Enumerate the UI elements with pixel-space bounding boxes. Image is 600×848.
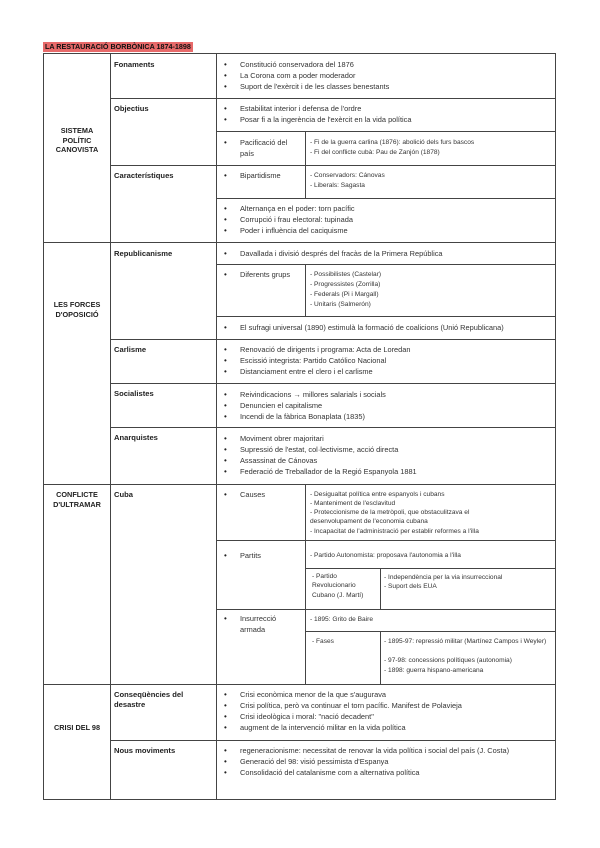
list-item: • Causes — [240, 489, 265, 500]
detail-text: - 1895: Grito de Baire — [310, 616, 374, 623]
subheading-carlisme: Carlisme — [114, 345, 147, 354]
detail-text: - Incapacitat de l'administració per establir reformes a l'illa — [310, 528, 479, 535]
subheading-cuba: Cuba — [114, 490, 133, 499]
list-item: • Corrupció i frau electoral: tupinada — [240, 214, 353, 225]
detail-text: - Liberals: Sagasta — [310, 182, 365, 189]
detail-text: - Partido Autonomista: proposava l'autonomia a l'illa — [310, 552, 461, 559]
list-item-pacificacio: • Pacificació del país — [240, 137, 287, 159]
list-item: • Federació de Treballador de la Regió Espanyola 1881 — [240, 466, 417, 477]
list-item: • Bipartidisme — [240, 170, 281, 181]
list-item: • Assassinat de Cánovas — [240, 455, 317, 466]
subheading-fonaments: Fonaments — [114, 60, 155, 69]
detail-text: - 1898: guerra hispano-americana — [384, 667, 484, 674]
section-conflicte-ultramar: CONFLICTE D'ULTRAMAR — [53, 490, 101, 509]
section-crisi-98: CRISI DEL 98 — [53, 723, 101, 732]
detail-text: - Partido Revolucionario Cubano (J. Martí) — [312, 573, 364, 599]
list-item: • El sufragi universal (1890) estimulà la formació de coalicions (Unió Republicana) — [240, 322, 504, 333]
list-item: • Diferents grups — [240, 269, 290, 280]
list-item: • Distanciament entre el clero i el carlisme — [240, 366, 373, 377]
section-sistema-politic: SISTEMA POLÍTIC CANOVISTA — [55, 126, 99, 154]
detail-text: - Federals (Pi i Margall) — [310, 291, 379, 298]
list-item: • Crisi ideològica i moral: "nació decadent" — [240, 711, 374, 722]
list-item: • Generació del 98: visió pessimista d'Espanya — [240, 756, 388, 767]
subheading-socialistes: Socialistes — [114, 389, 154, 398]
list-item: • regeneracionisme: necessitat de renovar la vida política i social del país (J. Costa) — [240, 745, 509, 756]
detail-text: - Possibilistes (Castelar) — [310, 271, 382, 278]
list-item: • Moviment obrer majoritari — [240, 433, 324, 444]
list-item: • Supressió de l'estat, col·lectivisme, acció directa — [240, 444, 398, 455]
detail-text: - 1895-97: repressió militar (Martínez Campos i Weyler) — [384, 638, 547, 645]
detail-text: - Manteniment de l'esclavitud — [310, 500, 396, 507]
list-item: • Estabilitat interior i defensa de l'ordre — [240, 103, 361, 114]
list-item: • Posar fi a la ingerència de l'exèrcit en la vida política — [240, 114, 412, 125]
detail-text: - Fi del conflicte cubà: Pau de Zanjón (1878) — [310, 149, 440, 156]
section-forces-oposicio: LES FORCES D'OPOSICIÓ — [53, 300, 101, 319]
list-item: • Renovació de dirigents i programa: Acta de Loredan — [240, 344, 411, 355]
document-title: LA RESTAURACIÓ BORBÒNICA 1874-1898 — [45, 42, 191, 51]
detail-text: - Progressistes (Zorrilla) — [310, 281, 381, 288]
detail-text: - Fi de la guerra carlina (1876): abolició dels furs bascos — [310, 139, 475, 146]
list-item: • Crisi econòmica menor de la que s'augurava — [240, 689, 386, 700]
list-item: • La Corona com a poder moderador — [240, 70, 355, 81]
list-item: • Consolidació del catalanisme com a alternativa política — [240, 767, 420, 778]
detail-text: - Proteccionisme de la metròpoli, que obstaculitzava el desenvolupament de l'economia cubana — [310, 509, 470, 526]
list-item: • augment de la intervenció militar en la vida política — [240, 722, 406, 733]
list-item: • Constitució conservadora del 1876 — [240, 59, 354, 70]
list-item: • Incendi de la fàbrica Bonaplata (1835) — [240, 411, 365, 422]
detail-text: - 97-98: concessions polítiques (autonomia) — [384, 657, 512, 664]
subheading-anarquistes: Anarquistes — [114, 433, 158, 442]
list-item: • Davallada i divisió després del fracàs de la Primera República — [240, 248, 443, 259]
detail-text: - Desigualtat política entre espanyols i cubans — [310, 491, 445, 498]
list-item: • Poder i influència del caciquisme — [240, 225, 348, 236]
list-item: • Alternança en el poder: torn pacífic — [240, 203, 355, 214]
subheading-caracteristiques: Característiques — [114, 171, 174, 180]
list-item: • Crisi política, però va continuar el torn pacífic. Manifest de Polavieja — [240, 700, 462, 711]
subheading-republicanisme: Republicanisme — [114, 249, 173, 258]
list-item: • Reivindicacions → millores salarials i socials — [240, 389, 386, 400]
detail-text: - Unitaris (Salmerón) — [310, 301, 371, 308]
detail-text: - Independència per la via insurreccional — [384, 574, 503, 581]
detail-text: - Fases — [312, 638, 334, 645]
detail-text: - Conservadors: Cánovas — [310, 172, 385, 179]
list-item: • Denuncien el capitalisme — [240, 400, 322, 411]
subheading-nous-moviments: Nous moviments — [114, 746, 176, 755]
list-item: • Partits — [240, 550, 261, 561]
list-item: • Escissió integrista: Partido Católico Nacional — [240, 355, 386, 366]
detail-text: - Suport dels EUA — [384, 583, 437, 590]
list-item: • Insurrecció armada — [240, 613, 276, 635]
subheading-objectius: Objectius — [114, 104, 149, 113]
list-item: • Suport de l'exèrcit i de les classes benestants — [240, 81, 389, 92]
subheading-consequencies: Conseqüències del desastre — [114, 690, 184, 709]
